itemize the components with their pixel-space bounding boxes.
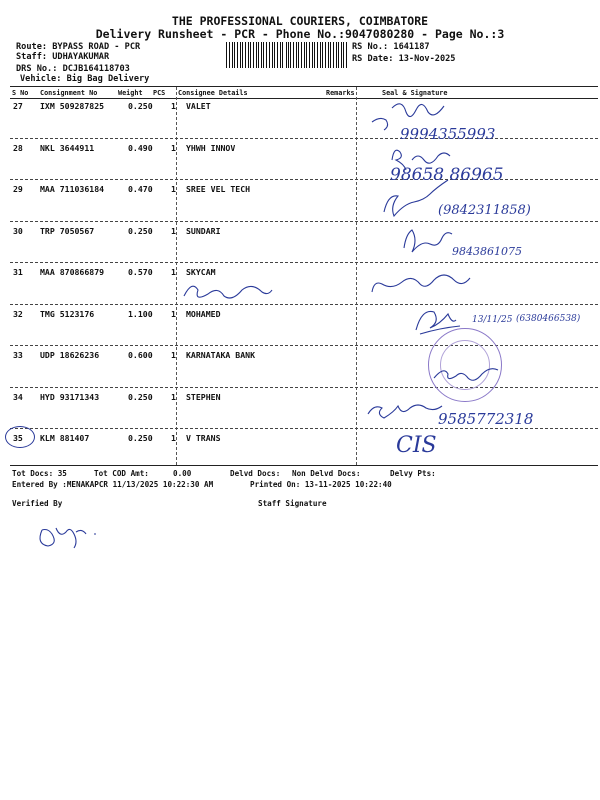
col-weight: Weight — [118, 89, 143, 97]
cell-consignee: VALET — [186, 101, 211, 111]
cell-sno: 28 — [13, 142, 23, 153]
total-cod-label: Tot COD Amt: — [94, 469, 149, 478]
cell-pcs: 1 — [171, 142, 176, 153]
col-consignment: Consignment No — [40, 89, 98, 97]
company-title: THE PROFESSIONAL COURIERS, COIMBATORE — [171, 14, 429, 28]
cell-weight: 1.100 — [128, 308, 153, 319]
signature-r32 — [416, 311, 460, 334]
handwritten-phone-r27: 9994355993 — [400, 125, 496, 143]
cell-pcs: 1 — [171, 184, 176, 194]
handwritten-phone-r30: 9843861075 — [452, 245, 522, 258]
cell-sno: 27 — [13, 101, 23, 111]
cell-consignee: SKYCAM — [186, 267, 216, 277]
cell-consignment: MAA 870866879 — [40, 267, 105, 277]
col-remarks: Remarks — [326, 89, 355, 97]
cell-weight: 0.570 — [128, 267, 153, 277]
cell-weight: 0.600 — [128, 350, 153, 360]
cell-weight: 0.470 — [128, 184, 153, 194]
cell-sno: 31 — [13, 267, 23, 277]
non-delivered-docs-label: Non Delvd Docs: — [292, 469, 361, 478]
cell-pcs: 1 — [171, 101, 176, 111]
cell-consignee: V TRANS — [186, 433, 221, 443]
cell-weight: 0.250 — [128, 101, 153, 111]
cell-consignee: STEPHEN — [186, 391, 221, 402]
cell-sno: 32 — [13, 308, 23, 319]
cell-consignment: HYD 93171343 — [40, 391, 100, 402]
delivered-docs-label: Delvd Docs: — [230, 469, 281, 478]
route-text: Route: BYPASS ROAD - PCR — [16, 42, 141, 52]
cell-consignee: YHWH INNOV — [186, 142, 236, 153]
cell-weight: 0.250 — [128, 433, 153, 443]
cell-pcs: 1 — [171, 433, 176, 443]
cell-consignment: NKL 3644911 — [40, 142, 95, 153]
total-docs: Tot Docs: 35 — [12, 469, 67, 478]
cell-weight: 0.250 — [128, 391, 153, 402]
cell-sno: 34 — [13, 391, 23, 402]
printed-on: Printed On: 13-11-2025 10:22:40 — [250, 480, 392, 489]
signature-r30 — [404, 230, 452, 252]
cell-pcs: 1 — [171, 391, 176, 402]
staff-signature-label: Staff Signature — [258, 499, 327, 508]
cell-consignee: MOHAMED — [186, 308, 221, 319]
entered-by: Entered By :MENAKAPCR 11/13/2025 10:22:30 AM — [12, 480, 214, 489]
verified-by-label: Verified By — [12, 499, 63, 508]
cell-consignee: SREE VEL TECH — [186, 184, 251, 194]
rs-date: RS Date: 13-Nov-2025 — [352, 54, 456, 64]
handwritten-phone-r29: (9842311858) — [438, 203, 531, 218]
cell-consignment: TMG 5123176 — [40, 308, 95, 319]
vehicle-text: Vehicle: Big Bag Delivery — [20, 74, 150, 84]
cell-sno: 30 — [13, 225, 23, 236]
signature-r31-consignee — [184, 286, 272, 298]
runsheet-subtitle: Delivery Runsheet - PCR - Phone No.:9047080280 - Page No.:3 — [95, 27, 505, 41]
handwritten-date-r32: 13/11/25 — [472, 315, 513, 325]
col-consignee: Consignee Details — [178, 89, 248, 97]
signature-r34 — [368, 405, 442, 418]
rs-number: RS No.: 1641187 — [352, 42, 430, 52]
cell-consignment: UDP 18626236 — [40, 350, 100, 360]
col-seal: Seal & Signature — [382, 89, 448, 97]
cell-pcs: 1 — [171, 308, 176, 319]
verified-by-signature — [40, 528, 96, 548]
cell-weight: 0.490 — [128, 142, 153, 153]
cell-consignment: MAA 711036184 — [40, 184, 105, 194]
cell-consignment: TRP 7050567 — [40, 225, 95, 236]
cell-pcs: 1 — [171, 225, 176, 236]
total-cod-value: 0.00 — [173, 469, 192, 478]
handwritten-phone-r28: 98658 86965 — [390, 165, 504, 185]
cell-weight: 0.250 — [128, 225, 153, 236]
cell-pcs: 1 — [171, 267, 176, 277]
signature-r31 — [372, 275, 470, 292]
cell-pcs: 1 — [171, 350, 176, 360]
cell-consignee: KARNATAKA BANK — [186, 350, 256, 360]
cell-sno: 33 — [13, 350, 23, 360]
col-pcs: PCS — [153, 89, 166, 97]
handwritten-phone-r34: 9585772318 — [438, 410, 534, 428]
col-sno: S No — [12, 89, 29, 97]
signature-r33 — [434, 369, 498, 381]
handwritten-mark-r35: CIS — [396, 433, 437, 458]
handwritten-phone-r32: (6380466538) — [516, 314, 581, 324]
cell-consignment: IXM 509287825 — [40, 101, 105, 111]
staff-text: Staff: UDHAYAKUMAR — [16, 52, 110, 62]
cell-consignment: KLM 881407 — [40, 433, 90, 443]
cell-sno: 29 — [13, 184, 23, 194]
cell-sno: 35 — [13, 433, 23, 443]
drs-number: DRS No.: DCJB164118703 — [16, 64, 130, 74]
cell-consignee: SUNDARI — [186, 225, 221, 236]
delivery-points-label: Delvy Pts: — [390, 469, 436, 478]
